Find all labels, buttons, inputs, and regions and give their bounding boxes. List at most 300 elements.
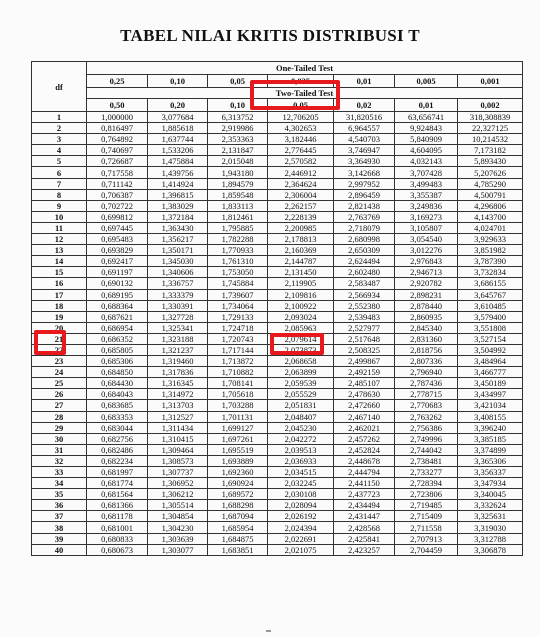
value-cell: 7,173182 xyxy=(458,145,523,156)
value-cell: 2,508325 xyxy=(334,344,395,355)
table-row xyxy=(32,167,523,178)
two-tailed-alpha-0: 0,50 xyxy=(87,99,148,112)
value-cell: 2,778715 xyxy=(395,389,458,400)
table-row xyxy=(32,322,523,333)
value-cell: 1,321237 xyxy=(148,344,208,355)
df-cell: 5 xyxy=(32,156,87,167)
df-cell: 4 xyxy=(32,145,87,156)
df-cell: 6 xyxy=(32,167,87,178)
value-cell: 2,539483 xyxy=(334,311,395,322)
table-row xyxy=(32,256,523,267)
value-cell: 3,504992 xyxy=(458,344,523,355)
table-row xyxy=(32,222,523,233)
table-row xyxy=(32,189,523,200)
value-cell: 2,976843 xyxy=(395,256,458,267)
value-cell: 1,703288 xyxy=(208,400,268,411)
value-cell: 3,374899 xyxy=(458,444,523,455)
value-cell: 1,308573 xyxy=(148,455,208,466)
value-cell: 4,143700 xyxy=(458,211,523,222)
table-row xyxy=(32,278,523,289)
value-cell: 2,624494 xyxy=(334,256,395,267)
value-cell: 3,579400 xyxy=(458,311,523,322)
value-cell: 2,583487 xyxy=(334,278,395,289)
value-cell: 3,142668 xyxy=(334,167,395,178)
value-cell: 1,739607 xyxy=(208,289,268,300)
value-cell: 1,313703 xyxy=(148,400,208,411)
value-cell: 0,683353 xyxy=(87,411,148,422)
value-cell: 2,719485 xyxy=(395,500,458,511)
value-cell: 2,262157 xyxy=(268,200,334,211)
value-cell: 2,997952 xyxy=(334,178,395,189)
value-cell: 1,475884 xyxy=(148,156,208,167)
value-cell: 2,048407 xyxy=(268,411,334,422)
table-row xyxy=(32,245,523,256)
value-cell: 0,695483 xyxy=(87,234,148,245)
value-cell: 0,681178 xyxy=(87,511,148,522)
value-cell: 0,697445 xyxy=(87,222,148,233)
value-cell: 2,570582 xyxy=(268,156,334,167)
table-row xyxy=(32,267,523,278)
value-cell: 1,309464 xyxy=(148,444,208,455)
value-cell: 3,182446 xyxy=(268,134,334,145)
two-tailed-alpha-1: 0,20 xyxy=(148,99,208,112)
value-cell: 1,303639 xyxy=(148,533,208,544)
table-row xyxy=(32,478,523,489)
value-cell: 2,059539 xyxy=(268,378,334,389)
value-cell: 2,063899 xyxy=(268,367,334,378)
table-row xyxy=(32,356,523,367)
value-cell: 0,681001 xyxy=(87,522,148,533)
value-cell: 1,637744 xyxy=(148,134,208,145)
value-cell: 3,356337 xyxy=(458,467,523,478)
value-cell: 0,683685 xyxy=(87,400,148,411)
value-cell: 3,686155 xyxy=(458,278,523,289)
df-cell: 28 xyxy=(32,411,87,422)
value-cell: 2,446912 xyxy=(268,167,334,178)
table-row xyxy=(32,156,523,167)
value-cell: 0,684430 xyxy=(87,378,148,389)
two-tailed-alpha-6: 0,002 xyxy=(458,99,523,112)
value-cell: 3,450189 xyxy=(458,378,523,389)
df-cell: 3 xyxy=(32,134,87,145)
value-cell: 2,425841 xyxy=(334,533,395,544)
table-row xyxy=(32,234,523,245)
value-cell: 3,355387 xyxy=(395,189,458,200)
value-cell: 1,729133 xyxy=(208,311,268,322)
value-cell: 2,723806 xyxy=(395,489,458,500)
value-cell: 0,740697 xyxy=(87,145,148,156)
table-row xyxy=(32,134,523,145)
value-cell: 2,068658 xyxy=(268,356,334,367)
value-cell: 3,929633 xyxy=(458,234,523,245)
value-cell: 2,437723 xyxy=(334,489,395,500)
value-cell: 3,312788 xyxy=(458,533,523,544)
value-cell: 2,831360 xyxy=(395,333,458,344)
table-row xyxy=(32,544,523,555)
value-cell: 0,682234 xyxy=(87,455,148,466)
value-cell: 5,840909 xyxy=(395,134,458,145)
one-tailed-alpha-2: 0,05 xyxy=(208,75,268,88)
value-cell: 0,685805 xyxy=(87,344,148,355)
df-cell: 8 xyxy=(32,189,87,200)
page-title: TABEL NILAI KRITIS DISTRIBUSI T xyxy=(120,26,420,45)
value-cell: 0,684043 xyxy=(87,389,148,400)
value-cell: 1,350171 xyxy=(148,245,208,256)
value-cell: 1,685954 xyxy=(208,522,268,533)
value-cell: 4,302653 xyxy=(268,123,334,134)
value-cell: 0,693829 xyxy=(87,245,148,256)
df-cell: 24 xyxy=(32,367,87,378)
value-cell: 1,439756 xyxy=(148,167,208,178)
table-row xyxy=(32,433,523,444)
value-cell: 1,317836 xyxy=(148,367,208,378)
value-cell: 1,833113 xyxy=(208,200,268,211)
value-cell: 1,724718 xyxy=(208,322,268,333)
value-cell: 2,034515 xyxy=(268,467,334,478)
table-row xyxy=(32,389,523,400)
table-row xyxy=(32,533,523,544)
value-cell: 2,428568 xyxy=(334,522,395,533)
table-row xyxy=(32,300,523,311)
value-cell: 3,385185 xyxy=(458,433,523,444)
value-cell: 2,492159 xyxy=(334,367,395,378)
value-cell: 2,073873 xyxy=(268,344,334,355)
df-cell: 21 xyxy=(32,333,87,344)
value-cell: 2,860935 xyxy=(395,311,458,322)
value-cell: 4,540703 xyxy=(334,134,395,145)
value-cell: 4,296806 xyxy=(458,200,523,211)
df-cell: 17 xyxy=(32,289,87,300)
value-cell: 2,763769 xyxy=(334,211,395,222)
value-cell: 1,710882 xyxy=(208,367,268,378)
value-cell: 1,304230 xyxy=(148,522,208,533)
value-cell: 1,713872 xyxy=(208,356,268,367)
value-cell: 1,695519 xyxy=(208,444,268,455)
two-tailed-alpha-2: 0,10 xyxy=(208,99,268,112)
df-cell: 18 xyxy=(32,300,87,311)
value-cell: 2,602480 xyxy=(334,267,395,278)
value-cell: 2,444794 xyxy=(334,467,395,478)
value-cell: 1,753050 xyxy=(208,267,268,278)
df-cell: 12 xyxy=(32,234,87,245)
value-cell: 1,705618 xyxy=(208,389,268,400)
value-cell: 2,109816 xyxy=(268,289,334,300)
value-cell: 5,893430 xyxy=(458,156,523,167)
value-cell: 3,707428 xyxy=(395,167,458,178)
df-cell: 22 xyxy=(32,344,87,355)
two-tailed-alpha-3: 0,05 xyxy=(268,99,334,112)
value-cell: 2,200985 xyxy=(268,222,334,233)
table-row xyxy=(32,112,523,123)
df-cell: 16 xyxy=(32,278,87,289)
value-cell: 3,319030 xyxy=(458,522,523,533)
value-cell: 3,851982 xyxy=(458,245,523,256)
value-cell: 1,708141 xyxy=(208,378,268,389)
value-cell: 2,448678 xyxy=(334,455,395,466)
value-cell: 2,711558 xyxy=(395,522,458,533)
value-cell: 2,228139 xyxy=(268,211,334,222)
value-cell: 2,552380 xyxy=(334,300,395,311)
table-row xyxy=(32,289,523,300)
value-cell: 1,372184 xyxy=(148,211,208,222)
value-cell: 2,100922 xyxy=(268,300,334,311)
df-cell: 20 xyxy=(32,322,87,333)
value-cell: 3,434997 xyxy=(458,389,523,400)
value-cell: 4,032143 xyxy=(395,156,458,167)
value-cell: 3,249836 xyxy=(395,200,458,211)
value-cell: 1,859548 xyxy=(208,189,268,200)
value-cell: 31,820516 xyxy=(334,112,395,123)
value-cell: 2,733277 xyxy=(395,467,458,478)
value-cell: 1,304854 xyxy=(148,511,208,522)
value-cell: 0,681366 xyxy=(87,500,148,511)
value-cell: 2,457262 xyxy=(334,433,395,444)
df-cell: 2 xyxy=(32,123,87,134)
value-cell: 1,734064 xyxy=(208,300,268,311)
value-cell: 2,818756 xyxy=(395,344,458,355)
value-cell: 1,782288 xyxy=(208,234,268,245)
table-row xyxy=(32,411,523,422)
value-cell: 2,021075 xyxy=(268,544,334,555)
table-row xyxy=(32,178,523,189)
value-cell: 2,364624 xyxy=(268,178,334,189)
value-cell: 1,689572 xyxy=(208,489,268,500)
value-cell: 1,687094 xyxy=(208,511,268,522)
value-cell: 1,325341 xyxy=(148,322,208,333)
table-row xyxy=(32,378,523,389)
value-cell: 1,345030 xyxy=(148,256,208,267)
value-cell: 2,845340 xyxy=(395,322,458,333)
value-cell: 10,214532 xyxy=(458,134,523,145)
value-cell: 1,310415 xyxy=(148,433,208,444)
value-cell: 2,738481 xyxy=(395,455,458,466)
value-cell: 2,093024 xyxy=(268,311,334,322)
value-cell: 2,467140 xyxy=(334,411,395,422)
df-cell: 35 xyxy=(32,489,87,500)
value-cell: 0,706387 xyxy=(87,189,148,200)
value-cell: 0,717558 xyxy=(87,167,148,178)
value-cell: 2,051831 xyxy=(268,400,334,411)
value-cell: 0,686954 xyxy=(87,322,148,333)
df-cell: 7 xyxy=(32,178,87,189)
value-cell: 2,462021 xyxy=(334,422,395,433)
value-cell: 2,715409 xyxy=(395,511,458,522)
value-cell: 2,144787 xyxy=(268,256,334,267)
value-cell: 1,303077 xyxy=(148,544,208,555)
value-cell: 2,485107 xyxy=(334,378,395,389)
table-row xyxy=(32,522,523,533)
table-row xyxy=(32,455,523,466)
table-row xyxy=(32,400,523,411)
value-cell: 1,305514 xyxy=(148,500,208,511)
value-cell: 0,685306 xyxy=(87,356,148,367)
value-cell: 2,028094 xyxy=(268,500,334,511)
two-tailed-header: Two-Tailed Test xyxy=(87,88,523,99)
value-cell: 3,551808 xyxy=(458,322,523,333)
value-cell: 1,311434 xyxy=(148,422,208,433)
value-cell: 3,332624 xyxy=(458,500,523,511)
value-cell: 2,478630 xyxy=(334,389,395,400)
value-cell: 2,042272 xyxy=(268,433,334,444)
table-row xyxy=(32,511,523,522)
page-mark xyxy=(266,630,271,632)
value-cell: 3,347934 xyxy=(458,478,523,489)
value-cell: 1,336757 xyxy=(148,278,208,289)
value-cell: 2,650309 xyxy=(334,245,395,256)
table-row xyxy=(32,200,523,211)
value-cell: 1,414924 xyxy=(148,178,208,189)
df-cell: 26 xyxy=(32,389,87,400)
df-cell: 1 xyxy=(32,112,87,123)
value-cell: 4,785290 xyxy=(458,178,523,189)
value-cell: 3,105807 xyxy=(395,222,458,233)
value-cell: 1,312527 xyxy=(148,411,208,422)
value-cell: 2,756386 xyxy=(395,422,458,433)
value-cell: 2,015048 xyxy=(208,156,268,167)
df-cell: 27 xyxy=(32,400,87,411)
value-cell: 1,745884 xyxy=(208,278,268,289)
value-cell: 1,693889 xyxy=(208,455,268,466)
value-cell: 1,316345 xyxy=(148,378,208,389)
table-row xyxy=(32,444,523,455)
value-cell: 1,306212 xyxy=(148,489,208,500)
df-cell: 25 xyxy=(32,378,87,389)
value-cell: 1,323188 xyxy=(148,333,208,344)
value-cell: 2,160369 xyxy=(268,245,334,256)
value-cell: 3,325631 xyxy=(458,511,523,522)
value-cell: 3,527154 xyxy=(458,333,523,344)
value-cell: 2,707913 xyxy=(395,533,458,544)
df-cell: 29 xyxy=(32,422,87,433)
value-cell: 0,711142 xyxy=(87,178,148,189)
df-cell: 11 xyxy=(32,222,87,233)
value-cell: 2,039513 xyxy=(268,444,334,455)
value-cell: 2,055529 xyxy=(268,389,334,400)
value-cell: 1,383029 xyxy=(148,200,208,211)
value-cell: 0,702722 xyxy=(87,200,148,211)
table-row xyxy=(32,367,523,378)
value-cell: 2,026192 xyxy=(268,511,334,522)
value-cell: 2,796940 xyxy=(395,367,458,378)
value-cell: 0,688364 xyxy=(87,300,148,311)
value-cell: 1,761310 xyxy=(208,256,268,267)
value-cell: 0,680833 xyxy=(87,533,148,544)
value-cell: 0,687621 xyxy=(87,311,148,322)
value-cell: 1,684875 xyxy=(208,533,268,544)
value-cell: 2,452824 xyxy=(334,444,395,455)
t-distribution-table xyxy=(31,61,523,556)
value-cell: 4,024701 xyxy=(458,222,523,233)
value-cell: 2,131450 xyxy=(268,267,334,278)
value-cell: 1,319460 xyxy=(148,356,208,367)
value-cell: 1,690924 xyxy=(208,478,268,489)
value-cell: 2,680998 xyxy=(334,234,395,245)
df-cell: 23 xyxy=(32,356,87,367)
value-cell: 1,701131 xyxy=(208,411,268,422)
value-cell: 1,000000 xyxy=(87,112,148,123)
value-cell: 2,763262 xyxy=(395,411,458,422)
one-tailed-alpha-0: 0,25 xyxy=(87,75,148,88)
df-cell: 10 xyxy=(32,211,87,222)
df-cell: 30 xyxy=(32,433,87,444)
value-cell: 3,365306 xyxy=(458,455,523,466)
value-cell: 0,682756 xyxy=(87,433,148,444)
value-cell: 1,943180 xyxy=(208,167,268,178)
value-cell: 2,119905 xyxy=(268,278,334,289)
df-cell: 36 xyxy=(32,500,87,511)
value-cell: 22,327125 xyxy=(458,123,523,134)
table-row xyxy=(32,123,523,134)
value-cell: 2,499867 xyxy=(334,356,395,367)
df-cell: 13 xyxy=(32,245,87,256)
value-cell: 2,085963 xyxy=(268,322,334,333)
value-cell: 3,645767 xyxy=(458,289,523,300)
value-cell: 2,566934 xyxy=(334,289,395,300)
value-cell: 0,699812 xyxy=(87,211,148,222)
value-cell: 0,681997 xyxy=(87,467,148,478)
table-row xyxy=(32,211,523,222)
value-cell: 0,684850 xyxy=(87,367,148,378)
value-cell: 2,517648 xyxy=(334,333,395,344)
value-cell: 0,681774 xyxy=(87,478,148,489)
value-cell: 1,306952 xyxy=(148,478,208,489)
value-cell: 4,500791 xyxy=(458,189,523,200)
df-cell: 33 xyxy=(32,467,87,478)
value-cell: 2,472660 xyxy=(334,400,395,411)
df-cell: 15 xyxy=(32,267,87,278)
value-cell: 1,688298 xyxy=(208,500,268,511)
value-cell: 2,878440 xyxy=(395,300,458,311)
value-cell: 0,690132 xyxy=(87,278,148,289)
df-cell: 37 xyxy=(32,511,87,522)
value-cell: 2,045230 xyxy=(268,422,334,433)
df-cell: 9 xyxy=(32,200,87,211)
value-cell: 0,764892 xyxy=(87,134,148,145)
value-cell: 2,024394 xyxy=(268,522,334,533)
value-cell: 2,527977 xyxy=(334,322,395,333)
value-cell: 12,706205 xyxy=(268,112,334,123)
one-tailed-alpha-4: 0,01 xyxy=(334,75,395,88)
value-cell: 2,821438 xyxy=(334,200,395,211)
value-cell: 1,770933 xyxy=(208,245,268,256)
value-cell: 1,314972 xyxy=(148,389,208,400)
value-cell: 2,178813 xyxy=(268,234,334,245)
value-cell: 2,896459 xyxy=(334,189,395,200)
df-cell: 34 xyxy=(32,478,87,489)
table-row xyxy=(32,422,523,433)
value-cell: 2,131847 xyxy=(208,145,268,156)
value-cell: 2,744042 xyxy=(395,444,458,455)
value-cell: 3,610485 xyxy=(458,300,523,311)
value-cell: 2,441150 xyxy=(334,478,395,489)
value-cell: 1,795885 xyxy=(208,222,268,233)
value-cell: 0,680673 xyxy=(87,544,148,555)
df-cell: 19 xyxy=(32,311,87,322)
one-tailed-alpha-6: 0,001 xyxy=(458,75,523,88)
value-cell: 4,604095 xyxy=(395,145,458,156)
value-cell: 3,340045 xyxy=(458,489,523,500)
value-cell: 1,396815 xyxy=(148,189,208,200)
value-cell: 3,408155 xyxy=(458,411,523,422)
value-cell: 2,728394 xyxy=(395,478,458,489)
value-cell: 0,816497 xyxy=(87,123,148,134)
highlight-df-19 xyxy=(34,330,66,355)
value-cell: 1,885618 xyxy=(148,123,208,134)
value-cell: 3,012276 xyxy=(395,245,458,256)
value-cell: 3,499483 xyxy=(395,178,458,189)
table-row xyxy=(32,311,523,322)
value-cell: 0,682486 xyxy=(87,444,148,455)
